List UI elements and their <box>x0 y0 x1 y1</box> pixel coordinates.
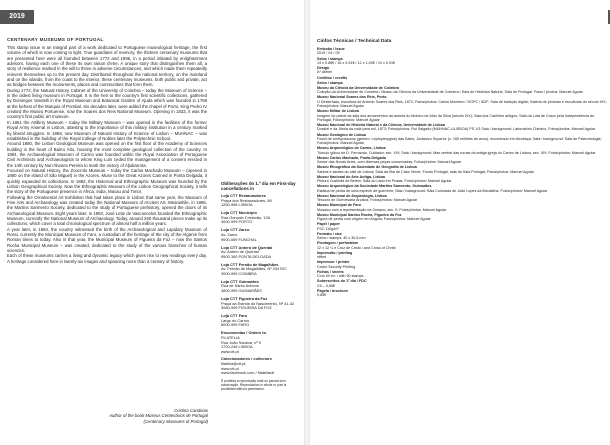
technical-label: Emissão / Issue <box>317 47 345 51</box>
technical-label: Museu Municipal Santos Rocha, Figueira da Foz <box>317 212 402 217</box>
author-role: Author of the book Museus Centenários de Portugal <box>109 413 208 419</box>
collectors-title: Colecionadores / collectors <box>221 356 272 362</box>
technical-entry <box>317 213 607 222</box>
location-name: Loja CTT Faro <box>221 313 248 319</box>
location-addr: Largo do Carmo <box>221 317 250 323</box>
technical-entry <box>317 279 607 288</box>
technical-entry <box>317 194 607 203</box>
technical-value: Fóssil de Ichthyosaurus (género: Leptopterygius) das Sales, Jurássico Superior (c. 160 milhões de anos), encontrado em Alcobaça; Sala / background: Sala de Paleontologia; Fotos/photos: Manuel Aguiar <box>317 136 602 146</box>
technical-value: Tesouro de Ourivesaria Arcaica; Fotos/photos: Manuel Aguiar <box>317 198 418 203</box>
collectors-contacts <box>221 362 301 376</box>
technical-label: Museu Militar de Lisboa <box>317 109 359 114</box>
technical-value: 0,85€ <box>317 293 327 298</box>
left-page-body <box>7 45 207 264</box>
location-name: Loja CTT Guimarães <box>221 278 259 284</box>
orders-title: Encomendas / Orders to <box>221 330 266 336</box>
cancellation-location <box>221 194 301 208</box>
collectors-line: www.facebook.com / filateliactt <box>221 370 274 376</box>
technical-value: offset <box>317 255 326 260</box>
technical-label: Pagela / brochure <box>317 288 348 293</box>
cancellation-location <box>221 211 301 225</box>
technical-label: Museu Arqueológico da Sociedade Martins Sarmento, Guimarães <box>317 184 432 189</box>
location-addr: Av. Antero de Quental <box>221 249 259 255</box>
location-post: 9000-069 FUNCHAL <box>221 236 257 242</box>
technical-value: 2019 / 04 / 05 <box>317 51 340 56</box>
technical-entry <box>317 109 607 122</box>
author-role-translation: (Centenary Museums of Portugal) <box>143 418 208 424</box>
cancellation-location <box>221 280 301 294</box>
technical-entry <box>317 289 607 298</box>
technical-value: FSC 110g/m² <box>317 226 339 231</box>
technical-label: Folhas / sheets <box>317 269 344 274</box>
technical-entry <box>317 232 607 241</box>
technical-label: Museu Geológico de Lisboa <box>317 132 366 137</box>
body-paragraph: A year later, in 1894, the country witnessed the birth of the Archaeological and Lapidary Museum of Rossi, currently the Municipal Museum of Faro, a custodian of the heritage of the city of the Algarve from Roman times to today. Also in that year, the Municipal Museum of Figueira da Foz – now the Santos Rocha Municipal Museum – was created, dedicated to the study of the various branches of human sciences. <box>7 226 207 254</box>
page-number-tab: 2019 <box>0 10 34 24</box>
technical-entry <box>317 57 607 66</box>
technical-value: Figura de pedra com origem em Angola; Fotos/photos: Manuel Aguiar <box>317 217 431 222</box>
location-addr: Rua de Santo António <box>221 283 259 289</box>
technical-label: Museu Municipal de Faro <box>317 203 362 208</box>
page-gutter <box>304 0 310 445</box>
location-addr: Av. Zarco <box>221 231 238 237</box>
cancellation-location <box>221 297 301 311</box>
technical-entry <box>317 175 607 184</box>
author-signature <box>88 408 208 424</box>
technical-label: Museu Nacional Soares dos Reis, Porto <box>317 95 387 100</box>
technical-entry <box>317 156 607 165</box>
collectors-line: www.ctt.pt <box>221 365 239 371</box>
location-name: Loja CTT Restauradores <box>221 193 266 198</box>
technical-value: Dossiel e da Jiboia da roda para mil, 1873; Fotos/photos: Rui Salgado (MUHNAC-ULISBOA) PS 1/3 Sala / background: Laboratório Chimico, Fotos/photos: Manuel Aguiar <box>317 127 596 132</box>
technical-label: Sobrescritos do 1º dia / FDC <box>317 279 367 284</box>
technical-label: Museu Arqueológico do Carmo, Lisboa <box>317 146 386 151</box>
technical-label: Museu Nacional de Arte Antiga, Lisboa <box>317 174 385 179</box>
cancellations-title: Obliterações do 1.º dia em First-day cancellations in <box>221 181 296 191</box>
left-page-heading: CENTENARY MUSEUMS OF PORTUGAL <box>7 37 104 42</box>
technical-value: Túmulo gótico de D. Fernando, Cuidador, séc. XIV; Sala / background: Mas central das ruínas da antiga igreja do Carmo de Lisboa, séc. XIV; Fotos/photos: Manuel Aguiar <box>317 150 596 155</box>
technical-value: Santos e santas do vale de Lisboa; Sala da Ilha de Cabo Verde, Fundo Portugal, sala da Sala Portugal; Fotos/photos: Manuel Aguiar <box>317 169 534 174</box>
collectors-line: filatelia@ctt.pt <box>221 360 246 366</box>
technical-entry <box>317 260 607 269</box>
body-paragraph: Around 1880, the Lisbon Geological Museum was opened on the first floor of the Academy of Sciences building in the heart of Bairro Alto, housing the most complete geological collection of the country. In 1884, the Archaeological Museum of Carmo was founded within the Royal Association of Portuguese Civil Architects and Archaeologists to whom King Luís ceded the management of a convent erected in the 14th century by Nun'Álvares Pereira to mark the victory of Aljubarrota. <box>7 141 207 168</box>
technical-label: Formato / size <box>317 231 342 236</box>
cancellation-location <box>221 263 301 277</box>
technical-label: Museu Etnográfico da Sociedade de Geografia de Lisboa <box>317 165 417 170</box>
technical-value: Cartor Security Printing <box>317 264 356 269</box>
cancellation-location <box>221 314 301 328</box>
body-paragraph: Following the Ornamental Art Exhibition that had taken place in Lisbon that same year, the Museum of Fine Arts and Archaeology was created today the National Museum of Ancient Art. Meanwhile, in 1885, the Martins Sarmento Society, dedicated to the study of Portuguese prehistory, opened the doors of its Archaeological Museum. Eight years later, in 1893, José Leite de Vasconcelos founded the Ethnographic Museum, currently the National Museum of Archaeology. Today, around 260 thousand pieces make up its collections, which cover a total chronological spectrum of almost half a million years. <box>7 194 207 227</box>
cancellation-location <box>221 228 301 242</box>
location-addr: Av. Fernão de Magalhães, Nº 204 R/C <box>221 266 287 272</box>
technical-label: Museu da Ciência da Universidade de Coimbra <box>317 85 399 90</box>
technical-entry <box>317 146 607 155</box>
technical-value: Sector das Novas Artes, com diversas peças conservadas; Fotos/photos: Manuel Aguiar <box>317 160 462 165</box>
body-paragraph: Focused on Natural History, the Zoocrolo Museum – today the Carlos Machado Museum – (opened in 1880 on the island of São Miguel) in the Azores. Muse to the Great Azores Canned in Ponta Delgada, it quickly expanded its collections. In 1882, the Historical and Ethnographic Museum was founded by the Lisbon Geographical Society. Now the Ethnographic Museum of the Lisbon Geographical Society, it tells the story of the Portuguese presence in Africa, India, Macau and Timor. <box>7 167 207 195</box>
technical-data-heading: Cinfos Técnicas / Technical Data <box>317 39 392 44</box>
technical-value: C6 – 0,56€ <box>317 283 336 288</box>
location-name: Loja CTT Antero de Quental <box>221 244 273 250</box>
location-post: 3080-999 FIGUEIRA DA FOZ <box>221 305 272 311</box>
technical-entry <box>317 47 607 56</box>
technical-entry <box>317 251 607 260</box>
technical-entry <box>317 95 607 108</box>
location-list <box>221 194 301 328</box>
location-post: 8000-999 FARO <box>221 322 250 328</box>
technical-label: Créditos / credits <box>317 75 348 80</box>
location-addr: Rua Gonçalo Cristóvão, 136 <box>221 214 270 220</box>
orders-line: Rua João Saraiva, nº 9 <box>221 339 261 345</box>
technical-entry <box>317 203 607 212</box>
location-post: 9500-160 PONTA DELGADA <box>221 253 272 259</box>
body-paragraph: In 1851 the Artillery Museum – today the Military Museum – was opened in the facilities of the former Royal Army Arsenal in Lisbon, attesting to the importance of this military institution in a century marked by liberal struggles. In 1858, new Museum of Natural History of Science of Lisbon – MUHNAC – was established in the building of the Royal College of Nobles later the Polytechnic School. <box>7 119 207 141</box>
orders-address <box>221 336 301 354</box>
location-post: 4000-999 PORTO <box>221 219 253 225</box>
author-name: Cristina Candeias <box>174 408 208 413</box>
body-paragraph: This stamp issue is an integral part of a work dedicated to Portuguese museological heritage, the first volume of which is now coming to light. True guardians of memory, the thirteen centenary museums that are presented here were all founded between 1772 and 1896, in a period initiated by enlightenment advisors, having each one of these its own raison d'etre. A unique story that distinguishes them all, a story of resilience marked in the will to thrive in adverse circumstances, and which made them repeatedly reinvent themselves up to the present day. Distributed throughout the national territory, on the mainland and on the islands, from the coast to the interior, these centenary museums, both public and private, act as bridges between the monuments, places and communities that form them. <box>7 45 207 88</box>
technical-label: Selos / stamps <box>317 80 343 85</box>
orders-line: www.ctt.pt <box>221 348 239 354</box>
location-name: Loja CTT Municipio <box>221 210 257 216</box>
location-name: Loja CTT Figueira da Foz <box>221 296 268 302</box>
technical-entry <box>317 165 607 174</box>
cancellation-location <box>221 246 301 260</box>
technical-label: Museu Nacional de Arqueologia, Lisboa <box>317 193 387 198</box>
technical-label: Museu Nacional de História Natural e da Ciência, Universidade de Lisboa <box>317 123 445 127</box>
technical-entry <box>317 222 607 231</box>
technical-label: Design <box>317 66 330 70</box>
technical-entry <box>317 184 607 193</box>
technical-entry <box>317 123 607 132</box>
technical-value: Pintura Custódia de Belém; Sala do Lado em Pratas, Fotos/photos: Manuel Aguiar <box>317 179 452 184</box>
body-paragraph: During 1772, the Natural History Cabinet of the University of Coimbra – today the Museum of Science – is the oldest living museum in Portugal. It is the heir to the country's first scientific collections, gathered by Domingos Vandelli in the Royal Museum and Botanical Garden of Ajuda which was founded in 1768 at the behest of the Marquis of Pombal. Six decades later, were added the chapel of Porto, King Pedro IV created the Museu Portuense, now the Soares dos Reis National Museum. Opening in 1833, it was the country's first public art museum. <box>7 87 207 120</box>
technical-value: Coleção da Universidade de Coimbra / Museu da Ciência da Universidade de Coimbra / Sala de Histórica Natural, Sala de Portugal, Fotos / photos: Manuel Aguiar <box>317 90 583 95</box>
location-name: Loja CTT Fernão de Magalhães <box>221 261 279 267</box>
technical-label: Papel / paper <box>317 222 340 227</box>
technical-label: Picotagem / perforation <box>317 241 359 246</box>
technical-entry <box>317 66 607 75</box>
technical-value: 14 x 0.86€ / 16 x 0.91€ / 12 x 1,00€ / 10 x 0,91€ <box>317 60 396 65</box>
location-post: 1250-998 LISBOA <box>221 202 253 208</box>
technical-entry <box>317 270 607 279</box>
technical-value: Selos / stamps: 40 x 30,6 mm <box>317 236 366 241</box>
orders-line: FILATELIA <box>221 334 240 340</box>
technical-entry <box>317 241 607 250</box>
technical-entry <box>317 76 607 80</box>
copyright-notice: É proibida a reprodução total ou parcial sem autorização. Reproduction in whole or part is prohibited without permission. <box>221 378 287 391</box>
technical-label: Impressor / printer <box>317 260 350 265</box>
technical-value: A* Atelier <box>317 70 333 75</box>
technical-value: 12 x 12 ¼ e Cruz de Cristo / and Cross of Christ <box>317 245 396 250</box>
technical-value: Com 50 ex. / with 50 stamps <box>317 274 364 279</box>
technical-entry <box>317 133 607 146</box>
location-addr: Praça dos Restauradores, 58 <box>221 197 272 203</box>
location-post: 3000-999 COIMBRA <box>221 270 257 276</box>
location-addr: Praça da Estrela do Nascimento, Nº 41-42 <box>221 300 295 306</box>
technical-value: Mosaico com a representação de Oceano, sec. II; Fotos/photos: Manuel Aguiar <box>317 207 447 212</box>
body-paragraph: Each of these museums carries a living and dynamic legacy which gives rise to new readings every day. A heritage considered here in twenty-six images and spanning more than a century of history. <box>7 253 207 264</box>
technical-value: Estátua de pedra de uma espécie de guerreiro; Sala / background: Sala Colunada de João Lopes da Bicolatina, Fotos/photos: Manuel Aguiar <box>317 188 548 193</box>
technical-label: Museu Carlos Machado, Ponta Delgada <box>317 155 386 160</box>
technical-entry <box>317 81 607 85</box>
location-name: Loja CTT Zarco <box>221 227 250 233</box>
technical-label: Impressão / printing <box>317 250 353 255</box>
technical-value: O Desterrado, escultura de António Soares dos Reis, 1872; Fotos/photos: Carlos Monteiro / DGPC / ADF: Sala de tradição digital; Galeria de pinturas e esculturas do século XIX; Fotos/photos: Manuel Aguiar <box>317 99 607 108</box>
technical-value: Imagem do painel da sala dos armamentos da autoria do Moinho de Aldo da Silva (século XIX); Sala dos Canhões antigos, Sala da Luta de Cravo pela Independência de Portugal; Fotos/photos: Manuel Aguiar <box>317 113 595 122</box>
location-post: 4800-999 GUIMARÃES <box>221 288 262 294</box>
orders-line: 1700-249 LISBOA <box>221 344 253 350</box>
cancellations-column <box>221 181 301 391</box>
technical-label: Selos / stamps <box>317 56 343 61</box>
technical-data-list <box>317 47 607 298</box>
technical-entry <box>317 86 607 95</box>
